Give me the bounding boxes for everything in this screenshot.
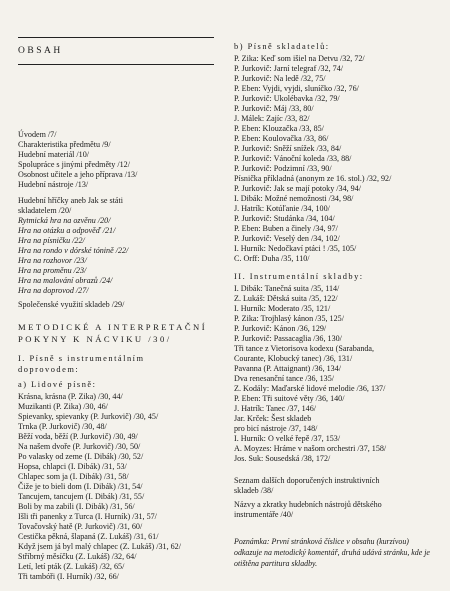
contents-rule	[18, 64, 214, 65]
song-entry: J. Málek: Zajíc /33, 82/	[234, 114, 310, 123]
song-entry: P. Jurkovič: Ukolébavka /32, 79/	[234, 94, 340, 103]
song-entry: P. Jurkovič: Máj /33, 80/	[234, 104, 314, 113]
toc-entry: Hudební materiál /10/	[18, 150, 90, 159]
song-entry: Spievanky, spievanky (P. Jurkovič) /30, 45/	[18, 412, 159, 421]
song-entry: I. Hurník: Nedočkaví ptáci ! /35, 105/	[234, 244, 357, 253]
toc-entry-game: Rytmická hra na ozvěnu /20/	[18, 216, 111, 225]
subsection-heading: a) Lidové písně:	[18, 380, 97, 389]
footnote-label: Poznámka:	[234, 537, 270, 546]
section-heading: II. Instrumentální skladby:	[234, 272, 364, 281]
song-entry: Po valasky od zeme (I. Dibák) /30, 52/	[18, 452, 144, 461]
toc-entry-game: Hra na otázku a odpověď /21/	[18, 226, 116, 235]
song-entry: I. Dibák: Možné nemožnosti /34, 98/	[234, 194, 354, 203]
extra-entry: Seznam dalších doporučených instruktivních	[234, 476, 380, 485]
song-entry: P. Jurkovič: Studánka /34, 104/	[234, 214, 335, 223]
song-entry: Čiže je to bieli dom (I. Dibák) /31, 54/	[18, 482, 143, 491]
section-heading: doprovodem:	[18, 365, 80, 374]
song-entry: Když jsem já byl malý chlapec (Z. Lukáš) /31, 62/	[18, 542, 181, 551]
footnote-text: První stránková číslice v obsahu (kurzívou) odkazuje na metodický komentář, druhá udává stránku, kde je otištěna partitura skladby.	[234, 537, 430, 568]
piece-entry: P. Eben: Tři suitové věty /36, 140/	[234, 394, 345, 403]
song-entry: C. Orff: Duha /35, 110/	[234, 254, 310, 263]
song-entry: Stříbrný měsíčku (Z. Lukáš) /32, 64/	[18, 552, 137, 561]
toc-entry: Charakteristika předmětu /9/	[18, 140, 111, 149]
song-entry: Tři tambóři (I. Hurník) /32, 66/	[18, 572, 119, 581]
toc-entry-game: Hra na písničku /22/	[18, 236, 85, 245]
song-entry: Boli by ma zabili (I. Dibák) /31, 56/	[18, 502, 135, 511]
song-entry: P. Eben: Koulovačka /33, 86/	[234, 134, 329, 143]
toc-entry: Spolupráce s jinými předměty /12/	[18, 160, 130, 169]
song-entry: P. Eben: Vyjdi, vyjdi, sluníčko /32, 76/	[234, 84, 359, 93]
song-entry: P. Eben: Klouzačka /33, 85/	[234, 124, 324, 133]
toc-entry: Společenské využití skladeb /29/	[18, 300, 125, 309]
piece-entry: I. Hurník: Moderato /35, 121/	[234, 304, 331, 313]
song-entry: Trnka (P. Jurkovič) /30, 48/	[18, 422, 107, 431]
extra-entry: Názvy a zkratky hudebních nástrojů dětského	[234, 500, 382, 509]
piece-entry: P. Jurkovič: Passacaglia /36, 130/	[234, 334, 342, 343]
contents-title: OBSAH	[18, 46, 63, 56]
piece-entry: P. Zika: Trojhlasý kánon /35, 125/	[234, 314, 344, 323]
toc-entry-game: Hra na malování obrazů /24/	[18, 276, 113, 285]
piece-entry: pro bicí nástroje /37, 148/	[234, 424, 318, 433]
song-entry: Chlapec som ja (I. Dibák) /31, 58/	[18, 472, 129, 481]
toc-entry: Hudební nástroje /13/	[18, 180, 89, 189]
piece-entry: A. Moyzes: Hráme v našom orchestri /37, 158/	[234, 444, 387, 453]
song-entry: P. Jurkovič: Na ledě /32, 75/	[234, 74, 326, 83]
song-entry: P. Jurkovič: Veselý den /34, 102/	[234, 234, 340, 243]
song-entry: Muzikanti (P. Zika) /30, 46/	[18, 402, 108, 411]
song-entry: Krásna, krásna (P. Zika) /30, 44/	[18, 392, 123, 401]
piece-entry: Z. Lukáš: Dětská suita /35, 122/	[234, 294, 338, 303]
toc-entry: Úvodem /7/	[18, 130, 57, 139]
piece-entry: Jos. Suk: Sousedská /38, 172/	[234, 454, 331, 463]
toc-entry-game: Hra na rozhovor /23/	[18, 256, 87, 265]
piece-entry: I. Dibák: Tanečná suita /35, 114/	[234, 284, 340, 293]
extra-entry: instrumentáře /40/	[234, 510, 294, 519]
method-heading: POKYNY K NÁCVIKU /30/	[18, 334, 172, 344]
song-entry: Tovačovský hatě (P. Jurkovič) /31, 60/	[18, 522, 143, 531]
piece-entry: I. Hurník: O velké řepě /37, 153/	[234, 434, 341, 443]
song-entry: P. Eben: Buben a činely /34, 97/	[234, 224, 338, 233]
toc-entry: Osobnost učitele a jeho příprava /13/	[18, 170, 138, 179]
song-entry: P. Jurkovič: Vánoční koleda /33, 88/	[234, 154, 352, 163]
piece-entry: Tři tance z Vietorisova kodexu (Sarabanda,	[234, 344, 375, 353]
extra-entry: skladeb /38/	[234, 486, 274, 495]
toc-entry: Hudební hříčky aneb Jak se státi	[18, 196, 123, 205]
top-rule	[18, 37, 214, 38]
method-heading: METODICKÉ A INTERPRETAČNÍ	[18, 322, 208, 332]
piece-entry: Dva renesanční tance /36, 135/	[234, 374, 335, 383]
piece-entry: J. Hatrík: Tanec /37, 146/	[234, 404, 317, 413]
song-entry: P. Jurkovič: Sněží snížek /33, 84/	[234, 144, 342, 153]
song-entry: P. Jurkovič: Jarní telegraf /32, 74/	[234, 64, 344, 73]
song-entry: P. Zika: Keď som išiel na Detvu /32, 72/	[234, 54, 365, 63]
section-heading: I. Písně s instrumentálním	[18, 354, 145, 363]
toc-entry-game: Hra na doprovod /27/	[18, 286, 89, 295]
toc-entry-game: Hra na rondo v dórské tónině /22/	[18, 246, 129, 255]
song-entry: Na našem dvoře (P. Jurkovič) /30, 50/	[18, 442, 141, 451]
piece-entry: Courante, Klobucký tanec) /36, 131/	[234, 354, 353, 363]
song-entry: Tancujem, tancujem (I. Dibák) /31, 55/	[18, 492, 145, 501]
piece-entry: Pavanna (P. Attaignant) /36, 134/	[234, 364, 342, 373]
song-entry: P. Jurkovič: Podzimní /33, 90/	[234, 164, 332, 173]
toc-entry: skladatelem /20/	[18, 206, 72, 215]
song-entry: P. Jurkovič: Jak se mají potoky /34, 94/	[234, 184, 362, 193]
piece-entry: Z. Kodály: Maďarské lidové melodie /36, 137/	[234, 384, 386, 393]
song-entry: J. Hatrík: Kotúľanie /34, 100/	[234, 204, 330, 213]
song-entry: Běží voda, běží (P. Jurkovič) /30, 49/	[18, 432, 138, 441]
subsection-heading: b) Písně skladatelů:	[234, 42, 330, 51]
toc-entry-game: Hra na proměnu /23/	[18, 266, 87, 275]
song-entry: Cestička pěkná, šlapaná (Z. Lukáš) /31, 61/	[18, 532, 159, 541]
footnote	[234, 536, 438, 569]
piece-entry: P. Jurkovič: Kánon /36, 129/	[234, 324, 327, 333]
song-entry: Išli tři panenky z Turca (I. Hurník) /31, 57/	[18, 512, 157, 521]
song-entry: Písnička příkladná (anonym ze 16. stol.) /32, 92/	[234, 174, 392, 183]
song-entry: Letí, letí pták (Z. Lukáš) /32, 65/	[18, 562, 125, 571]
song-entry: Hopsa, chlapci (I. Dibák) /31, 53/	[18, 462, 127, 471]
piece-entry: Jar. Krček: Šest skladeb	[234, 414, 312, 423]
